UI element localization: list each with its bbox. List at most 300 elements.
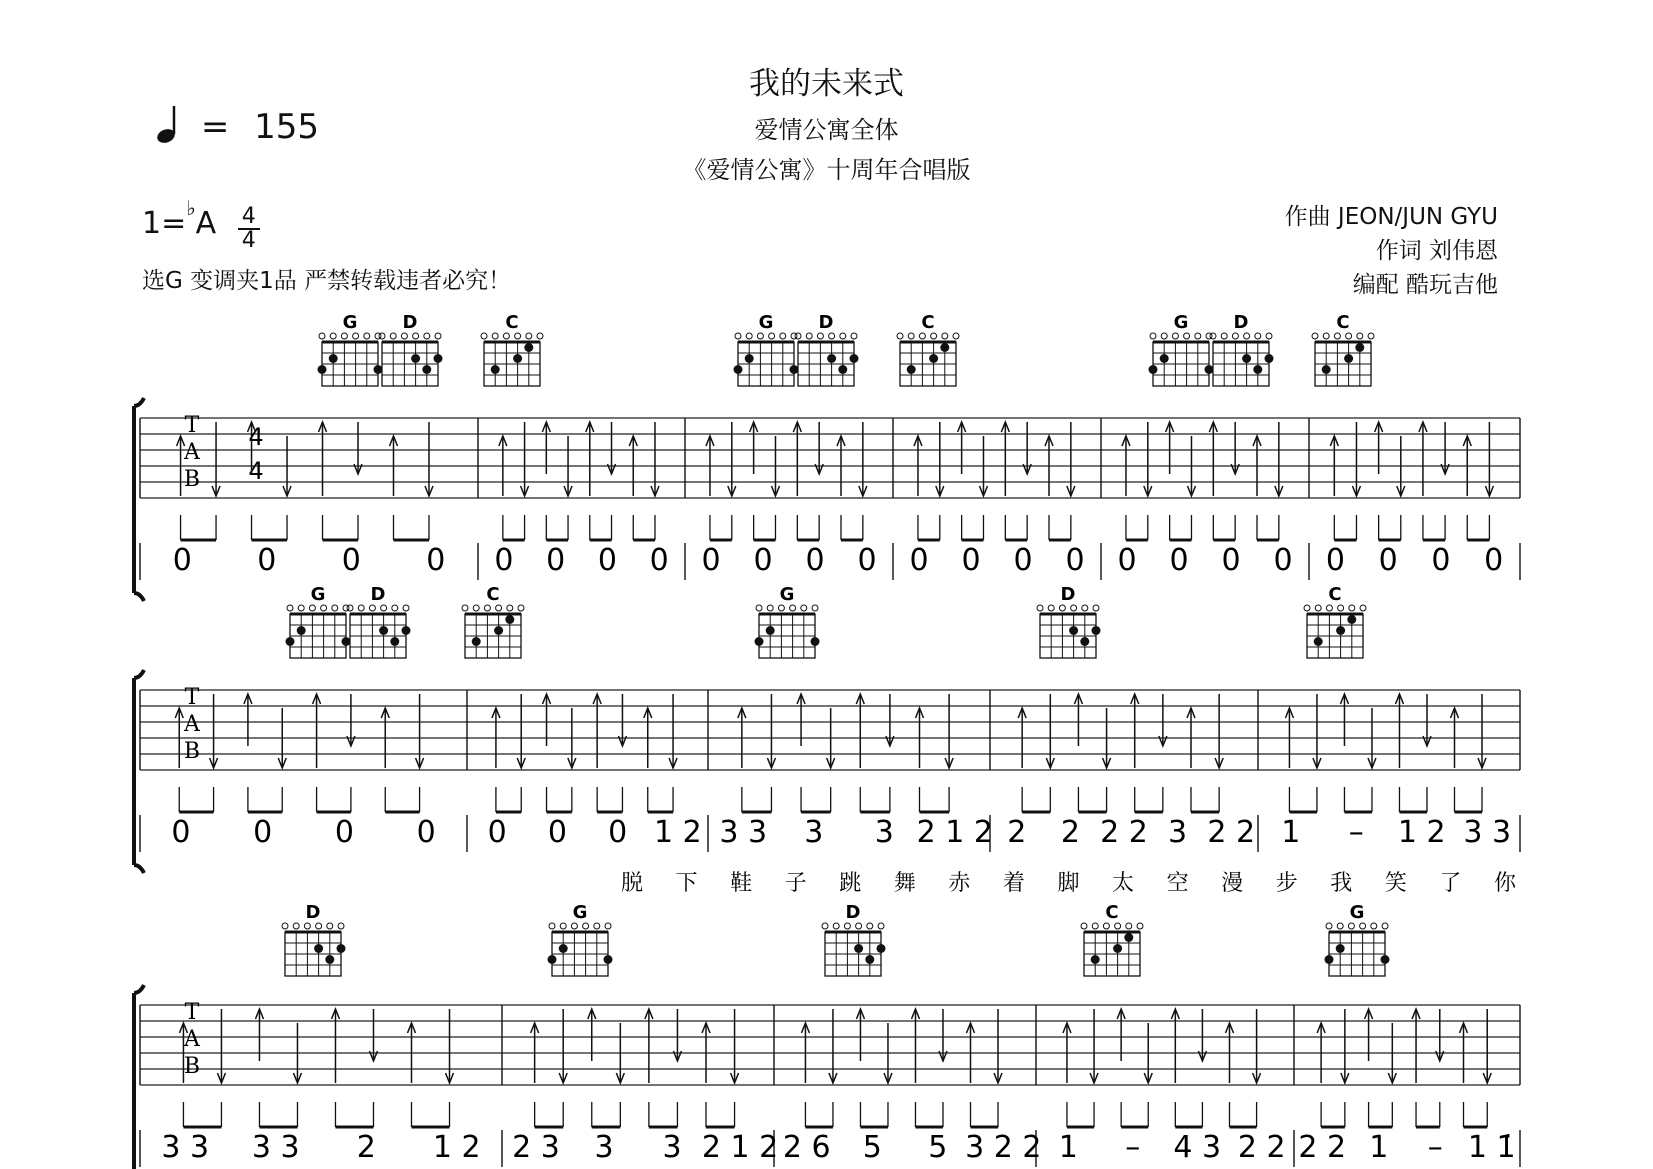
open-string-marker xyxy=(549,923,555,929)
jianpu-note: 0 xyxy=(1117,543,1137,578)
jianpu-note: 2 1 2 xyxy=(701,1130,779,1165)
chord-name: D xyxy=(305,902,321,923)
open-string-marker xyxy=(1357,333,1363,339)
lyric-char: 笑 xyxy=(1384,871,1407,896)
open-string-marker xyxy=(1312,333,1318,339)
chord-name: G xyxy=(572,902,588,923)
open-string-marker xyxy=(594,923,600,929)
open-string-marker xyxy=(321,605,327,611)
jianpu-note: 1 xyxy=(1369,1130,1389,1165)
open-string-marker xyxy=(364,333,370,339)
chord-name: D xyxy=(818,312,834,333)
chord-diagram-D xyxy=(282,902,346,976)
chord-diagram-C xyxy=(897,312,959,386)
open-string-marker xyxy=(1323,333,1329,339)
chord-finger-dot xyxy=(1124,933,1133,942)
open-string-marker xyxy=(424,333,430,339)
chord-finger-dot xyxy=(1265,354,1274,363)
chord-name: D xyxy=(1060,584,1076,605)
chord-finger-dot xyxy=(422,365,431,374)
open-string-marker xyxy=(341,333,347,339)
time-top: 4 xyxy=(241,204,256,229)
chord-diagram-C xyxy=(1312,312,1374,386)
open-string-marker xyxy=(769,333,775,339)
jianpu-note: 3 3 xyxy=(719,815,768,850)
open-string-marker xyxy=(496,605,502,611)
chord-finger-dot xyxy=(390,637,399,646)
open-string-marker xyxy=(822,923,828,929)
chord-diagram-D xyxy=(347,584,411,658)
open-string-marker xyxy=(462,605,468,611)
chord-finger-dot xyxy=(329,354,338,363)
open-string-marker xyxy=(1360,923,1366,929)
chord-finger-dot xyxy=(1080,637,1089,646)
open-string-marker xyxy=(1348,923,1354,929)
open-string-marker xyxy=(767,605,773,611)
system-bracket xyxy=(134,670,144,873)
open-string-marker xyxy=(1304,605,1310,611)
open-string-marker xyxy=(1338,605,1344,611)
lyricist: 作词 刘伟恩 xyxy=(1375,238,1498,264)
jianpu-note: 2 xyxy=(356,1130,376,1165)
open-string-marker xyxy=(806,333,812,339)
chord-finger-dot xyxy=(1091,955,1100,964)
open-string-marker xyxy=(435,333,441,339)
lyric-char: 鞋 xyxy=(730,871,753,896)
chord-finger-dot xyxy=(472,637,481,646)
open-string-marker xyxy=(1082,605,1088,611)
chord-finger-dot xyxy=(1322,365,1331,374)
tab-time-sig: 4 xyxy=(248,457,264,485)
jianpu-note: 5 xyxy=(928,1130,948,1165)
chord-finger-dot xyxy=(548,955,557,964)
chord-finger-dot xyxy=(745,354,754,363)
open-string-marker xyxy=(605,923,611,929)
chord-diagram-G xyxy=(1149,312,1214,386)
chord-diagram-D xyxy=(1210,312,1274,386)
open-string-marker xyxy=(757,333,763,339)
tempo-value: 155 xyxy=(254,107,320,147)
open-string-marker xyxy=(1210,333,1216,339)
chord-finger-dot xyxy=(1205,365,1214,374)
open-string-marker xyxy=(919,333,925,339)
chord-finger-dot xyxy=(374,365,383,374)
open-string-marker xyxy=(392,605,398,611)
tab-clef-A: A xyxy=(184,712,200,737)
chord-finger-dot xyxy=(491,365,500,374)
jianpu-note: 0 xyxy=(608,815,628,850)
lyric-char: 着 xyxy=(1002,871,1025,896)
chord-diagram-C xyxy=(1304,584,1366,658)
jianpu-note: 1 2 xyxy=(432,1130,481,1165)
jianpu-note: 0 xyxy=(1484,543,1504,578)
jianpu-note: 0 xyxy=(1013,543,1033,578)
song-version: 《爱情公寓》十周年合唱版 xyxy=(682,156,971,184)
open-string-marker xyxy=(812,605,818,611)
chord-finger-dot xyxy=(940,343,949,352)
open-string-marker xyxy=(492,333,498,339)
open-string-marker xyxy=(942,333,948,339)
chord-name: D xyxy=(370,584,386,605)
key-note: A xyxy=(195,206,217,241)
chord-finger-dot xyxy=(314,944,323,953)
jianpu-note: 0 xyxy=(1065,543,1085,578)
open-string-marker xyxy=(1244,333,1250,339)
chord-name: D xyxy=(845,902,861,923)
open-string-marker xyxy=(856,923,862,929)
jianpu-note: 3 3 xyxy=(251,1130,300,1165)
open-string-marker xyxy=(518,605,524,611)
open-string-marker xyxy=(1371,923,1377,929)
chord-finger-dot xyxy=(1242,354,1251,363)
open-string-marker xyxy=(1115,923,1121,929)
open-string-marker xyxy=(908,333,914,339)
chord-finger-dot xyxy=(854,944,863,953)
tab-clef-B: B xyxy=(183,467,201,492)
jianpu-note: 0 xyxy=(334,815,354,850)
open-string-marker xyxy=(829,333,835,339)
system-bracket xyxy=(134,985,144,1169)
chord-finger-dot xyxy=(827,354,836,363)
lyric-char: 子 xyxy=(784,871,807,896)
chord-finger-dot xyxy=(604,955,613,964)
open-string-marker xyxy=(327,923,333,929)
jianpu-note: 4 3 xyxy=(1173,1130,1222,1165)
open-string-marker xyxy=(780,333,786,339)
jianpu-note: 0 xyxy=(426,543,446,578)
open-string-marker xyxy=(1103,923,1109,929)
chord-finger-dot xyxy=(286,637,295,646)
arranger: 编配 酷玩吉他 xyxy=(1352,272,1498,298)
jianpu-note: – xyxy=(1348,815,1364,850)
jianpu-note: 3 3 xyxy=(161,1130,210,1165)
chord-name: D xyxy=(402,312,418,333)
open-string-marker xyxy=(571,923,577,929)
chord-name: G xyxy=(342,312,358,333)
jianpu-note: 2 3 xyxy=(512,1130,560,1165)
jianpu-note: 5 xyxy=(862,1130,882,1165)
open-string-marker xyxy=(1081,923,1087,929)
open-string-marker xyxy=(878,923,884,929)
chord-finger-dot xyxy=(342,637,351,646)
open-string-marker xyxy=(1255,333,1261,339)
jianpu-note: 0 xyxy=(341,543,361,578)
tempo-equals: = xyxy=(200,107,230,147)
chord-diagram-G xyxy=(734,312,799,386)
open-string-marker xyxy=(1346,333,1352,339)
chord-finger-dot xyxy=(929,354,938,363)
chord-finger-dot xyxy=(850,354,859,363)
open-string-marker xyxy=(583,923,589,929)
jianpu-note: 0 xyxy=(253,815,273,850)
jianpu-note: 3 xyxy=(1168,815,1188,850)
open-string-marker xyxy=(319,333,325,339)
open-string-marker xyxy=(1266,333,1272,339)
system-bracket xyxy=(134,398,144,601)
tab-clef-T: T xyxy=(184,413,200,438)
tab-clef-T: T xyxy=(184,685,200,710)
open-string-marker xyxy=(515,333,521,339)
open-string-marker xyxy=(817,333,823,339)
chord-finger-dot xyxy=(877,944,886,953)
chord-name: G xyxy=(1349,902,1365,923)
jianpu-note: 3 xyxy=(804,815,824,850)
chord-finger-dot xyxy=(524,343,533,352)
jianpu-note: 2 2 xyxy=(1237,1130,1286,1165)
open-string-marker xyxy=(1137,923,1143,929)
chord-name: G xyxy=(779,584,795,605)
chord-name: G xyxy=(310,584,326,605)
jianpu-note: 0 xyxy=(1325,543,1345,578)
chord-name: D xyxy=(1233,312,1249,333)
chord-diagram-D xyxy=(379,312,443,386)
open-string-marker xyxy=(795,333,801,339)
chord-finger-dot xyxy=(505,615,514,624)
jianpu-note: 0 xyxy=(171,815,191,850)
open-string-marker xyxy=(1368,333,1374,339)
chord-name: C xyxy=(921,312,935,333)
open-string-marker xyxy=(931,333,937,339)
lyric-char: 脱 xyxy=(620,871,644,896)
open-string-marker xyxy=(481,333,487,339)
tab-clef-B: B xyxy=(183,1054,201,1079)
open-string-marker xyxy=(897,333,903,339)
lyric-char: 你 xyxy=(1493,871,1517,896)
chord-finger-dot xyxy=(1092,626,1101,635)
chord-diagram-G xyxy=(286,584,351,658)
open-string-marker xyxy=(526,333,532,339)
open-string-marker xyxy=(304,923,310,929)
open-string-marker xyxy=(330,333,336,339)
chord-finger-dot xyxy=(865,955,874,964)
chord-name: C xyxy=(486,584,500,605)
chord-finger-dot xyxy=(838,365,847,374)
open-string-marker xyxy=(801,605,807,611)
lyric-char: 赤 xyxy=(948,871,971,896)
chord-diagram-D xyxy=(1037,584,1101,658)
chord-finger-dot xyxy=(434,354,443,363)
open-string-marker xyxy=(293,923,299,929)
chord-diagram-C xyxy=(1081,902,1143,976)
open-string-marker xyxy=(1326,605,1332,611)
chord-finger-dot xyxy=(1336,626,1345,635)
chord-finger-dot xyxy=(513,354,522,363)
open-string-marker xyxy=(1161,333,1167,339)
chord-finger-dot xyxy=(1113,944,1122,953)
open-string-marker xyxy=(1315,605,1321,611)
jianpu-note: 0 xyxy=(416,815,436,850)
tab-time-sig: 4 xyxy=(248,423,264,451)
jianpu-note: 0 xyxy=(172,543,192,578)
open-string-marker xyxy=(287,605,293,611)
open-string-marker xyxy=(1037,605,1043,611)
chord-name: C xyxy=(505,312,519,333)
open-string-marker xyxy=(473,605,479,611)
jianpu-note: 1 xyxy=(1058,1130,1078,1165)
flat-sign: ♭ xyxy=(186,196,196,220)
open-string-marker xyxy=(1126,923,1132,929)
open-string-marker xyxy=(298,605,304,611)
chord-finger-dot xyxy=(766,626,775,635)
jianpu-note: 1 1̇ xyxy=(1467,1130,1516,1165)
tab-clef-T: T xyxy=(184,1000,200,1025)
chord-name: C xyxy=(1328,584,1342,605)
chord-diagram-C xyxy=(481,312,543,386)
chord-finger-dot xyxy=(734,365,743,374)
jianpu-note: 0 xyxy=(961,543,981,578)
open-string-marker xyxy=(1232,333,1238,339)
open-string-marker xyxy=(1172,333,1178,339)
jianpu-note: – xyxy=(1427,1130,1443,1165)
key-prefix: 1= xyxy=(142,206,187,241)
open-string-marker xyxy=(1337,923,1343,929)
chord-finger-dot xyxy=(297,626,306,635)
jianpu-note: 3 xyxy=(662,1130,682,1165)
open-string-marker xyxy=(537,333,543,339)
open-string-marker xyxy=(316,923,322,929)
jianpu-note: 2 2 xyxy=(1207,815,1256,850)
jianpu-note: 0 xyxy=(546,543,566,578)
jianpu-note: 0 xyxy=(805,543,825,578)
jianpu-note: 2 1 2 xyxy=(916,815,993,850)
chord-finger-dot xyxy=(1344,354,1353,363)
open-string-marker xyxy=(746,333,752,339)
open-string-marker xyxy=(1360,605,1366,611)
chord-finger-dot xyxy=(1253,365,1262,374)
open-string-marker xyxy=(332,605,338,611)
jianpu-note: – xyxy=(1125,1130,1141,1165)
jianpu-note: 0 xyxy=(1378,543,1398,578)
tab-clef-B: B xyxy=(183,739,201,764)
open-string-marker xyxy=(867,923,873,929)
chord-diagram-G xyxy=(548,902,613,976)
chord-finger-dot xyxy=(1149,365,1158,374)
tab-clef-A: A xyxy=(184,440,200,465)
jianpu-note: 0 xyxy=(1273,543,1293,578)
open-string-marker xyxy=(1326,923,1332,929)
chord-finger-dot xyxy=(1325,955,1334,964)
chord-finger-dot xyxy=(1069,626,1078,635)
jianpu-note: 3 3 xyxy=(1463,815,1512,850)
chord-finger-dot xyxy=(1314,637,1323,646)
jianpu-note: 0 xyxy=(597,543,617,578)
chord-name: G xyxy=(1173,312,1189,333)
open-string-marker xyxy=(484,605,490,611)
chord-diagram-G xyxy=(318,312,383,386)
capo-note: 选G 变调夹1品 严禁转载违者必究！ xyxy=(142,268,512,294)
jianpu-note: 0 xyxy=(1221,543,1241,578)
lyric-char: 下 xyxy=(675,871,698,896)
chord-finger-dot xyxy=(494,626,503,635)
chord-name: C xyxy=(1105,902,1119,923)
jianpu-note: 0 xyxy=(1169,543,1189,578)
open-string-marker xyxy=(1092,923,1098,929)
open-string-marker xyxy=(1334,333,1340,339)
jianpu-note: 0 xyxy=(857,543,877,578)
open-string-marker xyxy=(851,333,857,339)
chord-finger-dot xyxy=(811,637,820,646)
lyric-char: 空 xyxy=(1166,871,1189,896)
lyric-char: 了 xyxy=(1439,871,1462,896)
open-string-marker xyxy=(1071,605,1077,611)
tab-system-3 xyxy=(134,902,1520,1169)
open-string-marker xyxy=(282,923,288,929)
open-string-marker xyxy=(503,333,509,339)
open-string-marker xyxy=(1195,333,1201,339)
jianpu-note: 2 xyxy=(1007,815,1027,850)
open-string-marker xyxy=(1093,605,1099,611)
tab-system-1 xyxy=(134,312,1520,601)
lyric-char: 跳 xyxy=(839,871,862,896)
open-string-marker xyxy=(353,333,359,339)
chord-finger-dot xyxy=(559,944,568,953)
chord-finger-dot xyxy=(907,365,916,374)
tab-system-2 xyxy=(134,584,1520,896)
jianpu-note: 2 2 xyxy=(1298,1130,1347,1165)
jianpu-note: 0 xyxy=(753,543,773,578)
chord-name: G xyxy=(758,312,774,333)
jianpu-note: 0 xyxy=(547,815,567,850)
song-title: 我的未来式 xyxy=(749,66,904,102)
chord-finger-dot xyxy=(755,637,764,646)
open-string-marker xyxy=(338,923,344,929)
chord-finger-dot xyxy=(1381,955,1390,964)
jianpu-note: 2 2 xyxy=(1100,815,1148,850)
jianpu-note: 0 xyxy=(701,543,721,578)
chord-finger-dot xyxy=(402,626,411,635)
chord-finger-dot xyxy=(411,354,420,363)
chord-finger-dot xyxy=(790,365,799,374)
chord-finger-dot xyxy=(1336,944,1345,953)
open-string-marker xyxy=(347,605,353,611)
tab-clef-A: A xyxy=(184,1027,200,1052)
jianpu-note: 0 xyxy=(1431,543,1451,578)
open-string-marker xyxy=(358,605,364,611)
jianpu-note: 1 xyxy=(1281,815,1301,850)
lyric-char: 太 xyxy=(1112,871,1135,896)
jianpu-note: 0 xyxy=(487,815,507,850)
open-string-marker xyxy=(1349,605,1355,611)
chord-finger-dot xyxy=(337,944,346,953)
chord-finger-dot xyxy=(1160,354,1169,363)
jianpu-note: 1 2 xyxy=(1397,815,1446,850)
jianpu-note: 1 2 xyxy=(654,815,702,850)
lyric-char: 脚 xyxy=(1057,871,1080,896)
open-string-marker xyxy=(413,333,419,339)
chord-diagram-C xyxy=(462,584,524,658)
chord-name: C xyxy=(1336,312,1350,333)
lyric-char: 舞 xyxy=(893,871,916,896)
open-string-marker xyxy=(309,605,315,611)
jianpu-note: 0 xyxy=(494,543,514,578)
open-string-marker xyxy=(1059,605,1065,611)
jianpu-note: 0 xyxy=(649,543,669,578)
open-string-marker xyxy=(507,605,513,611)
chord-finger-dot xyxy=(325,955,334,964)
chord-finger-dot xyxy=(379,626,388,635)
chord-diagram-D xyxy=(795,312,859,386)
open-string-marker xyxy=(560,923,566,929)
open-string-marker xyxy=(369,605,375,611)
open-string-marker xyxy=(1382,923,1388,929)
jianpu-note: 0 xyxy=(909,543,929,578)
open-string-marker xyxy=(1048,605,1054,611)
open-string-marker xyxy=(379,333,385,339)
open-string-marker xyxy=(953,333,959,339)
open-string-marker xyxy=(401,333,407,339)
open-string-marker xyxy=(1150,333,1156,339)
chord-diagram-D xyxy=(822,902,886,976)
